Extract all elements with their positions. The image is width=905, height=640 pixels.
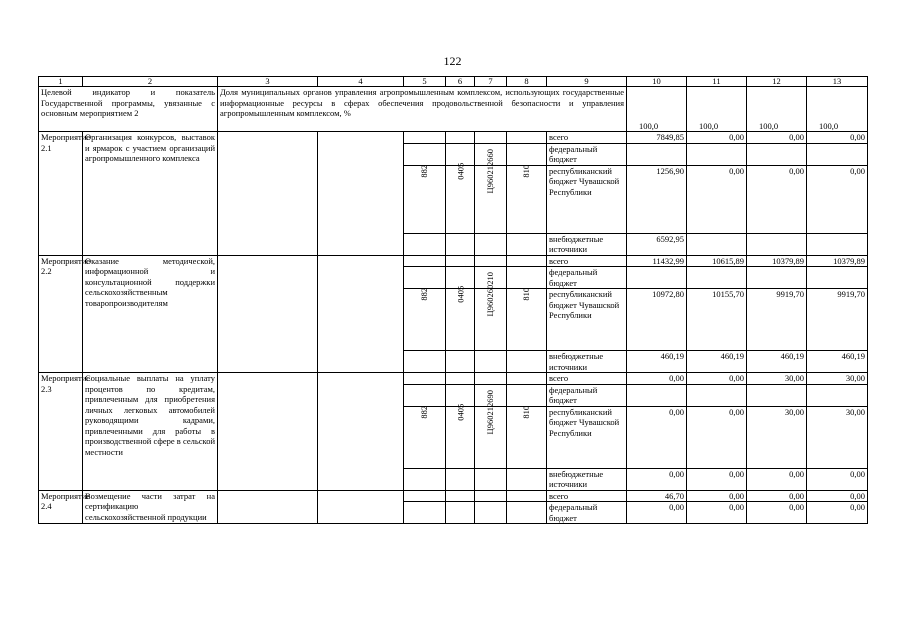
amount-cell: 0,00	[687, 502, 747, 524]
amount-cell: 0,00	[687, 132, 747, 144]
budget-table	[38, 76, 868, 524]
target-value: 100,0	[747, 87, 807, 132]
col-number: 8	[507, 77, 547, 87]
funding-source: федеральный бюджет	[547, 143, 627, 165]
col-number: 2	[83, 77, 218, 87]
col-number: 9	[547, 77, 627, 87]
measure-name: Оказание методической, информационной и консультационной поддержки сельскохозяйственным товаропроизводителям	[83, 255, 218, 373]
funding-source: внебюджетные источники	[547, 233, 627, 255]
amount-cell: 10379,89	[747, 255, 807, 267]
amount-cell: 10972,80	[627, 289, 687, 351]
target-article-code: Ц960260210	[485, 272, 496, 317]
amount-cell	[687, 384, 747, 406]
amount-cell: 0,00	[747, 502, 807, 524]
amount-cell	[747, 143, 807, 165]
target-value: 100,0	[627, 87, 687, 132]
amount-cell	[807, 143, 868, 165]
amount-cell: 0,00	[687, 373, 747, 385]
amount-cell: 30,00	[747, 373, 807, 385]
amount-cell: 460,19	[627, 351, 687, 373]
amount-cell: 30,00	[807, 406, 868, 468]
amount-cell: 6592,95	[627, 233, 687, 255]
amount-cell: 0,00	[687, 468, 747, 490]
measure-name: Возмещение части затрат на сертификацию сельскохозяйственной продукции	[83, 490, 218, 524]
amount-cell: 0,00	[807, 502, 868, 524]
amount-cell: 9919,70	[807, 289, 868, 351]
amount-cell	[627, 384, 687, 406]
column-number-row	[39, 77, 868, 87]
amount-cell: 0,00	[747, 132, 807, 144]
measure-name: Организация конкурсов, выставок и ярмарок с участием организаций агропромышленного комплекса	[83, 132, 218, 256]
amount-cell: 0,00	[747, 490, 807, 502]
col-number: 11	[687, 77, 747, 87]
amount-cell: 0,00	[627, 373, 687, 385]
amount-cell: 0,00	[687, 406, 747, 468]
target-indicator-row	[39, 87, 868, 132]
amount-cell: 30,00	[747, 406, 807, 468]
amount-cell: 460,19	[687, 351, 747, 373]
funding-source: республиканский бюджет Чувашской Республики	[547, 165, 627, 233]
admin-code: 882	[419, 164, 430, 178]
amount-cell: 0,00	[747, 165, 807, 233]
measure-name: Социальные выплаты на уплату процентов по кредитам, привлеченным для приобретения личных легковых автомобилей руководящими кадрами, привлеченными для работы в производственной сфере в сельской местности	[83, 373, 218, 491]
col-number: 1	[39, 77, 83, 87]
funding-source: всего	[547, 132, 627, 144]
amount-cell: 10615,89	[687, 255, 747, 267]
target-value: 100,0	[687, 87, 747, 132]
expense-type-code: 810	[521, 405, 532, 419]
col-number: 7	[475, 77, 507, 87]
col-number: 6	[446, 77, 475, 87]
amount-cell: 0,00	[807, 132, 868, 144]
funding-source: федеральный бюджет	[547, 267, 627, 289]
amount-cell: 46,70	[627, 490, 687, 502]
measure-label: Мероприятие 2.1	[39, 132, 83, 256]
amount-cell: 9919,70	[747, 289, 807, 351]
table-row	[39, 255, 868, 267]
amount-cell	[627, 143, 687, 165]
funding-source: всего	[547, 255, 627, 267]
amount-cell	[687, 143, 747, 165]
amount-cell	[627, 267, 687, 289]
amount-cell: 0,00	[747, 468, 807, 490]
funding-source: внебюджетные источники	[547, 351, 627, 373]
funding-source: республиканский бюджет Чувашской Республики	[547, 406, 627, 468]
target-article-code: Ц960212660	[485, 148, 496, 193]
amount-cell: 0,00	[807, 490, 868, 502]
funding-source: всего	[547, 373, 627, 385]
amount-cell	[747, 267, 807, 289]
measure-label: Мероприятие 2.3	[39, 373, 83, 491]
expense-type-code: 810	[521, 164, 532, 178]
amount-cell: 10379,89	[807, 255, 868, 267]
amount-cell: 1256,90	[627, 165, 687, 233]
funding-source: федеральный бюджет	[547, 384, 627, 406]
amount-cell	[687, 267, 747, 289]
measure-label: Мероприятие 2.4	[39, 490, 83, 524]
amount-cell	[807, 267, 868, 289]
amount-cell: 0,00	[687, 165, 747, 233]
amount-cell: 0,00	[627, 502, 687, 524]
expense-type-code: 810	[521, 287, 532, 301]
measure-label: Мероприятие 2.2	[39, 255, 83, 373]
amount-cell	[807, 384, 868, 406]
amount-cell: 10155,70	[687, 289, 747, 351]
col-number: 5	[404, 77, 446, 87]
amount-cell	[747, 233, 807, 255]
col-number: 4	[318, 77, 404, 87]
admin-code: 882	[419, 405, 430, 419]
page-number: 122	[443, 54, 462, 68]
section-code: 0405	[454, 285, 465, 303]
section-code: 0405	[454, 162, 465, 180]
amount-cell: 0,00	[687, 490, 747, 502]
funding-source: внебюджетные источники	[547, 468, 627, 490]
col-number: 12	[747, 77, 807, 87]
funding-source: всего	[547, 490, 627, 502]
col-number: 10	[627, 77, 687, 87]
amount-cell: 0,00	[627, 406, 687, 468]
amount-cell	[687, 233, 747, 255]
amount-cell	[747, 384, 807, 406]
amount-cell: 7849,85	[627, 132, 687, 144]
target-indicator-text: Доля муниципальных органов управления агропромышленным комплексом, использующих государственные информационные ресурсы в сферах обеспечения продовольственной безопасности и управления агропромышленным комплексом, %	[218, 87, 627, 132]
amount-cell: 0,00	[807, 165, 868, 233]
amount-cell: 0,00	[807, 468, 868, 490]
amount-cell: 460,19	[807, 351, 868, 373]
table-row	[39, 490, 868, 502]
funding-source: федеральный бюджет	[547, 502, 627, 524]
amount-cell	[807, 233, 868, 255]
funding-source: республиканский бюджет Чувашской Республики	[547, 289, 627, 351]
amount-cell: 30,00	[807, 373, 868, 385]
table-row	[39, 132, 868, 144]
table-row	[39, 373, 868, 385]
amount-cell: 0,00	[627, 468, 687, 490]
target-article-code: Ц960212690	[485, 389, 496, 434]
col-number: 13	[807, 77, 868, 87]
target-indicator-label: Целевой индикатор и показатель Государственной программы, увязанные с основным мероприятием 2	[39, 87, 218, 132]
amount-cell: 460,19	[747, 351, 807, 373]
admin-code: 882	[419, 287, 430, 301]
col-number: 3	[218, 77, 318, 87]
amount-cell: 11432,99	[627, 255, 687, 267]
target-value: 100,0	[807, 87, 868, 132]
section-code: 0405	[454, 403, 465, 421]
